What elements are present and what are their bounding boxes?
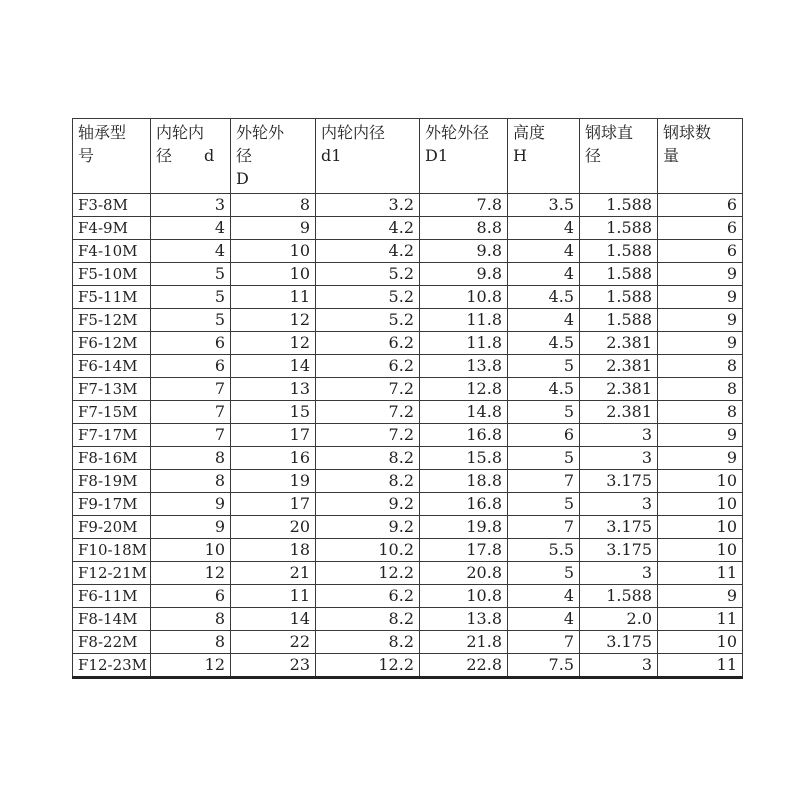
cell-outer-diameter: 22	[231, 631, 316, 654]
header-inner-ring-id	[316, 119, 420, 194]
header-line: 轴承型	[78, 123, 127, 142]
table-header-row	[73, 119, 743, 194]
cell-outer-ring-od: 8.8	[420, 217, 508, 240]
cell-ball-diameter: 1.588	[580, 585, 658, 608]
cell-outer-diameter: 17	[231, 493, 316, 516]
cell-inner-bore: 9	[151, 493, 231, 516]
cell-height: 6	[508, 424, 580, 447]
cell-ball-count: 6	[658, 240, 743, 263]
cell-outer-diameter: 15	[231, 401, 316, 424]
cell-height: 3.5	[508, 194, 580, 217]
cell-model: F6-12M	[73, 332, 151, 355]
header-line: 钢球直	[585, 123, 634, 142]
cell-inner-bore: 8	[151, 470, 231, 493]
cell-model: F5-10M	[73, 263, 151, 286]
header-line: 内轮内	[156, 123, 205, 142]
cell-model: F10-18M	[73, 539, 151, 562]
cell-inner-ring-id: 12.2	[316, 562, 420, 585]
header-line: 高度	[513, 123, 546, 142]
cell-ball-diameter: 3	[580, 562, 658, 585]
cell-inner-ring-id: 6.2	[316, 332, 420, 355]
cell-ball-diameter: 1.588	[580, 240, 658, 263]
header-line: 径 d	[156, 146, 215, 165]
header-line: 钢球数	[663, 123, 712, 142]
table-row	[73, 286, 743, 309]
cell-outer-diameter: 10	[231, 240, 316, 263]
cell-inner-bore: 7	[151, 401, 231, 424]
header-model	[73, 119, 151, 194]
cell-inner-bore: 6	[151, 355, 231, 378]
header-outer-diameter	[231, 119, 316, 194]
cell-inner-bore: 12	[151, 562, 231, 585]
cell-outer-diameter: 23	[231, 654, 316, 678]
cell-inner-ring-id: 7.2	[316, 424, 420, 447]
table-row	[73, 240, 743, 263]
table-row	[73, 470, 743, 493]
cell-outer-ring-od: 10.8	[420, 585, 508, 608]
cell-inner-bore: 3	[151, 194, 231, 217]
cell-outer-ring-od: 21.8	[420, 631, 508, 654]
cell-model: F4-10M	[73, 240, 151, 263]
table-row	[73, 539, 743, 562]
cell-ball-diameter: 1.588	[580, 309, 658, 332]
cell-ball-count: 11	[658, 608, 743, 631]
cell-ball-diameter: 1.588	[580, 194, 658, 217]
cell-model: F9-20M	[73, 516, 151, 539]
table-row	[73, 608, 743, 631]
cell-outer-ring-od: 15.8	[420, 447, 508, 470]
cell-height: 7	[508, 470, 580, 493]
cell-ball-count: 10	[658, 470, 743, 493]
cell-model: F8-22M	[73, 631, 151, 654]
cell-outer-ring-od: 12.8	[420, 378, 508, 401]
cell-height: 4	[508, 217, 580, 240]
cell-outer-diameter: 14	[231, 608, 316, 631]
header-line: 径	[585, 146, 602, 165]
cell-ball-count: 10	[658, 493, 743, 516]
cell-ball-count: 8	[658, 378, 743, 401]
cell-ball-count: 11	[658, 562, 743, 585]
cell-inner-bore: 12	[151, 654, 231, 678]
cell-inner-bore: 5	[151, 286, 231, 309]
cell-model: F7-13M	[73, 378, 151, 401]
cell-height: 5	[508, 355, 580, 378]
cell-ball-count: 10	[658, 631, 743, 654]
cell-ball-count: 9	[658, 424, 743, 447]
cell-ball-count: 8	[658, 355, 743, 378]
cell-inner-ring-id: 6.2	[316, 355, 420, 378]
header-inner-bore	[151, 119, 231, 194]
cell-ball-diameter: 2.381	[580, 401, 658, 424]
cell-outer-ring-od: 13.8	[420, 608, 508, 631]
cell-model: F4-9M	[73, 217, 151, 240]
cell-inner-bore: 6	[151, 585, 231, 608]
cell-outer-diameter: 16	[231, 447, 316, 470]
table-row	[73, 493, 743, 516]
header-line: 内轮内径	[321, 123, 386, 142]
table-row	[73, 194, 743, 217]
header-line: D	[236, 169, 249, 188]
header-ball-count	[658, 119, 743, 194]
cell-height: 4	[508, 263, 580, 286]
cell-outer-ring-od: 10.8	[420, 286, 508, 309]
cell-model: F5-12M	[73, 309, 151, 332]
cell-height: 4	[508, 585, 580, 608]
cell-inner-bore: 5	[151, 263, 231, 286]
cell-inner-ring-id: 5.2	[316, 286, 420, 309]
cell-inner-ring-id: 8.2	[316, 470, 420, 493]
cell-inner-bore: 10	[151, 539, 231, 562]
cell-inner-bore: 8	[151, 447, 231, 470]
cell-ball-diameter: 3	[580, 424, 658, 447]
cell-ball-count: 8	[658, 401, 743, 424]
cell-height: 7	[508, 516, 580, 539]
table-row	[73, 355, 743, 378]
cell-height: 4.5	[508, 378, 580, 401]
cell-ball-count: 6	[658, 217, 743, 240]
cell-outer-diameter: 18	[231, 539, 316, 562]
cell-outer-diameter: 11	[231, 585, 316, 608]
cell-height: 4	[508, 608, 580, 631]
cell-outer-ring-od: 19.8	[420, 516, 508, 539]
table-row	[73, 516, 743, 539]
cell-height: 4.5	[508, 286, 580, 309]
cell-height: 5	[508, 447, 580, 470]
cell-ball-count: 9	[658, 263, 743, 286]
cell-ball-count: 9	[658, 309, 743, 332]
cell-outer-ring-od: 18.8	[420, 470, 508, 493]
cell-height: 5	[508, 401, 580, 424]
cell-model: F5-11M	[73, 286, 151, 309]
cell-model: F12-21M	[73, 562, 151, 585]
cell-outer-diameter: 13	[231, 378, 316, 401]
cell-outer-ring-od: 17.8	[420, 539, 508, 562]
cell-inner-ring-id: 8.2	[316, 608, 420, 631]
cell-inner-ring-id: 4.2	[316, 217, 420, 240]
cell-height: 4.5	[508, 332, 580, 355]
cell-outer-diameter: 21	[231, 562, 316, 585]
header-outer-ring-od	[420, 119, 508, 194]
cell-outer-diameter: 20	[231, 516, 316, 539]
cell-outer-diameter: 11	[231, 286, 316, 309]
table-row	[73, 217, 743, 240]
cell-model: F7-15M	[73, 401, 151, 424]
cell-outer-ring-od: 11.8	[420, 332, 508, 355]
cell-ball-count: 10	[658, 516, 743, 539]
cell-ball-count: 9	[658, 286, 743, 309]
cell-inner-bore: 5	[151, 309, 231, 332]
cell-ball-diameter: 2.381	[580, 332, 658, 355]
cell-ball-diameter: 2.381	[580, 378, 658, 401]
cell-inner-ring-id: 8.2	[316, 447, 420, 470]
cell-inner-ring-id: 7.2	[316, 378, 420, 401]
cell-outer-ring-od: 14.8	[420, 401, 508, 424]
cell-outer-ring-od: 11.8	[420, 309, 508, 332]
cell-inner-ring-id: 3.2	[316, 194, 420, 217]
cell-inner-bore: 7	[151, 378, 231, 401]
cell-inner-bore: 6	[151, 332, 231, 355]
header-height	[508, 119, 580, 194]
table-row	[73, 585, 743, 608]
cell-inner-bore: 4	[151, 217, 231, 240]
cell-outer-ring-od: 9.8	[420, 263, 508, 286]
cell-ball-diameter: 3.175	[580, 470, 658, 493]
cell-outer-ring-od: 16.8	[420, 493, 508, 516]
cell-ball-diameter: 2.381	[580, 355, 658, 378]
cell-outer-diameter: 12	[231, 309, 316, 332]
cell-inner-ring-id: 8.2	[316, 631, 420, 654]
cell-outer-ring-od: 16.8	[420, 424, 508, 447]
cell-outer-ring-od: 22.8	[420, 654, 508, 678]
cell-outer-diameter: 19	[231, 470, 316, 493]
table-row	[73, 332, 743, 355]
cell-height: 7.5	[508, 654, 580, 678]
cell-outer-ring-od: 9.8	[420, 240, 508, 263]
cell-ball-count: 11	[658, 654, 743, 678]
cell-inner-ring-id: 7.2	[316, 401, 420, 424]
cell-inner-ring-id: 9.2	[316, 493, 420, 516]
cell-height: 5	[508, 562, 580, 585]
cell-inner-ring-id: 12.2	[316, 654, 420, 678]
cell-inner-bore: 7	[151, 424, 231, 447]
cell-inner-bore: 8	[151, 608, 231, 631]
cell-ball-diameter: 2.0	[580, 608, 658, 631]
cell-inner-ring-id: 5.2	[316, 309, 420, 332]
cell-outer-diameter: 17	[231, 424, 316, 447]
cell-model: F8-19M	[73, 470, 151, 493]
cell-height: 4	[508, 309, 580, 332]
cell-ball-count: 6	[658, 194, 743, 217]
cell-height: 7	[508, 631, 580, 654]
cell-outer-diameter: 8	[231, 194, 316, 217]
cell-ball-count: 9	[658, 447, 743, 470]
header-line: H	[513, 146, 527, 165]
table-row	[73, 401, 743, 424]
cell-model: F3-8M	[73, 194, 151, 217]
table-row	[73, 562, 743, 585]
cell-inner-ring-id: 6.2	[316, 585, 420, 608]
cell-inner-bore: 9	[151, 516, 231, 539]
cell-model: F8-16M	[73, 447, 151, 470]
table-row	[73, 447, 743, 470]
cell-model: F8-14M	[73, 608, 151, 631]
table-row	[73, 424, 743, 447]
table-row	[73, 263, 743, 286]
cell-ball-diameter: 1.588	[580, 286, 658, 309]
cell-outer-diameter: 14	[231, 355, 316, 378]
cell-outer-ring-od: 13.8	[420, 355, 508, 378]
cell-model: F9-17M	[73, 493, 151, 516]
cell-height: 5.5	[508, 539, 580, 562]
cell-inner-bore: 4	[151, 240, 231, 263]
bearing-spec-table	[72, 118, 743, 679]
cell-inner-ring-id: 10.2	[316, 539, 420, 562]
table-row	[73, 309, 743, 332]
header-ball-diameter	[580, 119, 658, 194]
cell-ball-count: 9	[658, 332, 743, 355]
cell-ball-diameter: 3	[580, 493, 658, 516]
cell-model: F6-14M	[73, 355, 151, 378]
header-line: 外轮外	[236, 123, 285, 142]
header-line: D1	[425, 146, 449, 165]
cell-model: F6-11M	[73, 585, 151, 608]
cell-inner-bore: 8	[151, 631, 231, 654]
cell-inner-ring-id: 5.2	[316, 263, 420, 286]
header-line: 径	[236, 146, 253, 165]
table-row	[73, 378, 743, 401]
table-row	[73, 654, 743, 678]
cell-model: F12-23M	[73, 654, 151, 678]
cell-height: 4	[508, 240, 580, 263]
cell-inner-ring-id: 4.2	[316, 240, 420, 263]
cell-height: 5	[508, 493, 580, 516]
cell-ball-diameter: 3.175	[580, 631, 658, 654]
table-row	[73, 631, 743, 654]
cell-ball-diameter: 3	[580, 447, 658, 470]
cell-ball-diameter: 3.175	[580, 516, 658, 539]
header-line: 外轮外径	[425, 123, 490, 142]
cell-ball-count: 9	[658, 585, 743, 608]
header-line: 量	[663, 146, 680, 165]
cell-outer-ring-od: 20.8	[420, 562, 508, 585]
cell-outer-diameter: 9	[231, 217, 316, 240]
header-line: 号	[78, 146, 95, 165]
cell-ball-diameter: 3	[580, 654, 658, 678]
header-line: d1	[321, 146, 342, 165]
cell-inner-ring-id: 9.2	[316, 516, 420, 539]
cell-ball-diameter: 1.588	[580, 263, 658, 286]
cell-ball-diameter: 1.588	[580, 217, 658, 240]
cell-ball-diameter: 3.175	[580, 539, 658, 562]
table-body	[73, 194, 743, 678]
cell-outer-diameter: 12	[231, 332, 316, 355]
cell-model: F7-17M	[73, 424, 151, 447]
cell-outer-diameter: 10	[231, 263, 316, 286]
cell-ball-count: 10	[658, 539, 743, 562]
cell-outer-ring-od: 7.8	[420, 194, 508, 217]
